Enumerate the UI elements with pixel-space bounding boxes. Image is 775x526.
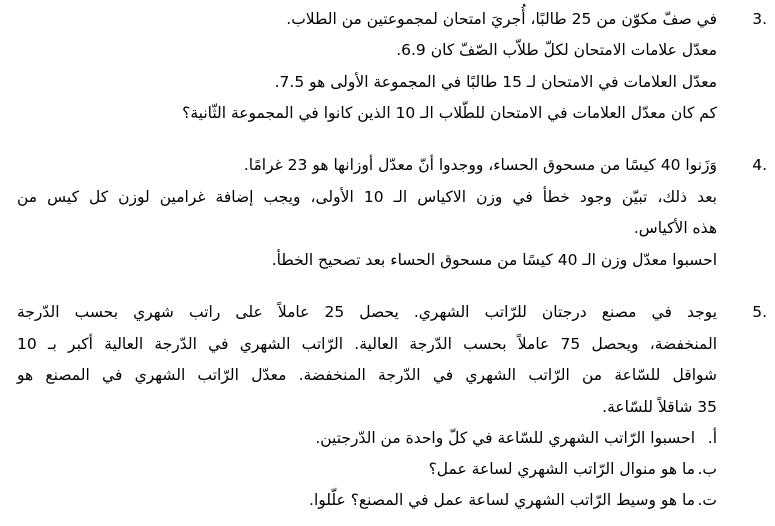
question-3-line-4: كم كان معدّل العلامات في الامتحان للطّلاب الـ 10 الذين كانوا في المجموعة الثّانية؟ bbox=[182, 104, 717, 122]
sub-item-t-text: ما هو وسيط الرّاتب الشهري لساعة عمل في المصنع؟ علّلوا. bbox=[309, 491, 695, 509]
sub-item-b-text: ما هو منوال الرّاتب الشهري لساعة عمل؟ bbox=[428, 460, 695, 478]
sub-item-a-text: احسبوا الرّاتب الشهري للسّاعة في كلّ واحدة من الدّرجتين. bbox=[315, 429, 695, 447]
question-4-line-2: بعد ذلك، تبيّن وجود خطأ في وزن الاكياس الـ 10 الأولى، ويجب إضافة غرامين لوزن كل كيس من bbox=[17, 188, 717, 206]
question-3-line-1: في صفّ مكوّن من 25 طالبًا، أُجريَ امتحان لمجموعتين من الطلاب. bbox=[286, 10, 717, 28]
question-4-line-1: وَزَنوا 40 كيسًا من مسحوق الحساء، ووجدوا أنّ معدّل أوزانها هو 23 غرامًا. bbox=[243, 156, 717, 174]
question-3-line-2: معدّل علامات الامتحان لكلّ طلاّب الصّفّ كان 6.9. bbox=[396, 41, 717, 59]
sub-item-b-marker: ب. bbox=[697, 460, 717, 478]
question-5-line-1: يوجد في مصنع درجتان للرّاتب الشهري. يحصل 25 عاملاً على راتب شهري بحسب الدّرجة bbox=[17, 303, 718, 321]
question-5-line-3: شواقل للسّاعة من الرّاتب الشهري في الدّرجة المنخفضة. معدّل الرّاتب الشهري في المصنع هو bbox=[17, 366, 717, 384]
sub-item-t-marker: ت. bbox=[697, 491, 717, 509]
question-5-number: 5. bbox=[752, 303, 767, 321]
question-4-number: 4. bbox=[752, 156, 767, 174]
question-5-line-4: 35 شاقلاً للسّاعة. bbox=[602, 398, 717, 416]
sub-item-a-marker: أ. bbox=[707, 429, 717, 447]
question-5-line-2: المنخفضة، ويحصل 75 عاملاً بحسب الدّرجة العالية. الرّاتب الشهري في الدّرجة العالية أكبر بـ 10 bbox=[17, 335, 718, 353]
question-4-line-3: هذه الأكياس. bbox=[633, 219, 717, 237]
question-3-number: 3. bbox=[752, 10, 767, 28]
question-3-line-3: معدّل العلامات في الامتحان لـ 15 طالبًا في المجموعة الأولى هو 7.5. bbox=[274, 73, 717, 91]
question-4-line-4: احسبوا معدّل وزن الـ 40 كيسًا من مسحوق الحساء بعد تصحيح الخطأ. bbox=[271, 251, 717, 269]
